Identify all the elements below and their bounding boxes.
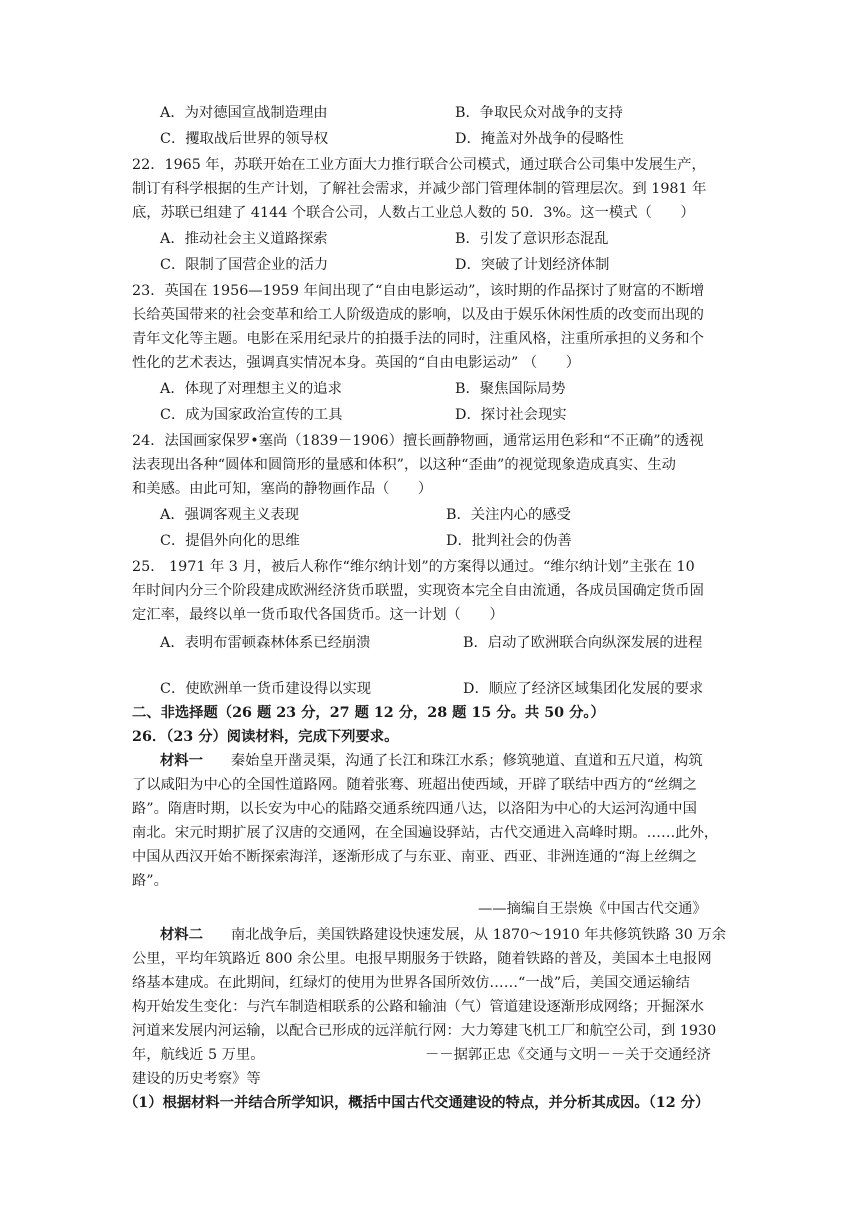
material1-line: 中国从西汉开始不断探索海洋，逐渐形成了与东亚、南亚、西亚、非洲连通的“海上丝绸之 [132,849,697,865]
q21-option-b: B．争取民众对战争的支持 [455,105,623,121]
material2-label: 材料二 [160,927,203,943]
q24-option-d: D．批判社会的伪善 [446,533,572,549]
material1-line: 南北。宋元时期扩展了汉唐的交通网，在全国遍设驿站，古代交通进入高峰时期。……此外， [132,825,719,841]
material1-line: 了以咸阳为中心的全国性道路网。随着张骞、班超出使西域，开辟了联结中西方的“丝绸之 [132,777,697,793]
q23-option-b: B．聚焦国际局势 [455,381,566,397]
q25-stem-line: 年时间内分三个阶段建成欧洲经济货币联盟，实现资本完全自由流通，各成员国确定货币固 [132,583,704,599]
q23-option-a: A．体现了对理想主义的追求 [160,381,342,397]
q23-option-c: C．成为国家政治宣传的工具 [160,407,343,423]
material2-line: 公里，平均年筑路近 800 余公里。电报早期服务于铁路，随着铁路的普及，美国本土电报网 [132,951,712,967]
q23-stem-line: 23．英国在 1956—1959 年间出现了“自由电影运动”，该时期的作品探讨了财富的不断增 [132,283,705,299]
q22-stem-line: 底，苏联已组建了 4144 个联合公司，人数占工业总人数的 50．3%。这一模式（ ） [132,205,695,221]
q26-heading: 26．（23 分）阅读材料，完成下列要求。 [132,729,399,745]
q24-option-a: A．强调客观主义表现 [160,507,299,523]
q23-option-d: D．探讨社会现实 [455,407,567,423]
q25-option-b: B．启动了欧洲联合向纵深发展的进程 [463,635,703,651]
material2-line: 河道来发展内河运输，以配合已形成的远洋航行网：大力筹建飞机工厂和航空公司，到 1930 [132,1023,717,1039]
q25-option-c: C．使欧洲单一货币建设得以实现 [160,681,372,697]
q25-option-a: A．表明布雷顿森林体系已经崩溃 [160,635,371,651]
material2-first-line [160,924,726,946]
material2-text: 南北战争后，美国铁路建设快速发展，从 1870～1910 年共修筑铁路 30 万余 [230,927,727,943]
q23-stem-line: 长给英国带来的社会变革和给工人阶级造成的影响，以及由于娱乐休闲性质的改变而出现的 [132,307,704,323]
q21-option-c: C．攫取战后世界的领导权 [160,131,329,147]
material2-source: －－据郭正忠《交通与文明－－关于交通经济 [425,1047,711,1063]
q24-stem-line: 和美感。由此可知，塞尚的静物画作品（ ） [132,481,433,497]
material2-line: 构开始发生变化：与汽车制造相联系的公路和输油（气）管道建设逐渐形成网络；开掘深水 [132,999,704,1015]
q24-option-c: C．提倡外向化的思维 [160,533,300,549]
q22-option-d: D．突破了计划经济体制 [455,257,610,273]
q22-option-b: B．引发了意识形态混乱 [455,231,609,247]
material1-source: ——摘编自王崇焕《中国古代交通》 [478,901,707,917]
q25-option-d: D．顺应了经济区域集团化发展的要求 [463,681,704,697]
material1-text: 秦始皇开凿灵渠，沟通了长江和珠江水系；修筑驰道、直道和五尺道，构筑 [230,753,703,769]
material1-line: 路”。隋唐时期，以长安为中心的陆路交通系统四通八达，以洛阳为中心的大运河沟通中国 [132,801,697,817]
q23-stem-line: 青年文化等主题。电影在采用纪录片的拍摄手法的同时，注重风格，注重所承担的义务和个 [132,331,704,347]
section-title: 二、非选择题（26 题 23 分，27 题 12 分，28 题 15 分。共 50 分。） [132,705,605,721]
q24-stem-line: 法表现出各种“圆体和圆筒形的量感和体积”，以这种“歪曲”的视觉现象造成真实、生动 [132,457,676,473]
material1-label: 材料一 [160,753,203,769]
q22-option-a: A．推动社会主义道路探索 [160,231,328,247]
q23-stem-line: 性化的艺术表达，强调真实情况本身。英国的“自由电影运动” （ ） [132,355,581,371]
q22-option-c: C．限制了国营企业的活力 [160,257,329,273]
q25-stem-line: 25． 1971 年 3 月，被后人称作“维尔纳计划”的方案得以通过。“维尔纳计划”主张在 10 [132,559,695,575]
q24-stem-line: 24．法国画家保罗•塞尚（1839－1906）擅长画静物画，通常运用色彩和“不正确”的透视 [132,433,704,449]
q22-stem-line: 制订有科学根据的生产计划，了解社会需求，并减少部门管理体制的管理层次。到 1981 年 [132,181,707,197]
q21-option-d: D．掩盖对外战争的侵略性 [455,131,624,147]
q25-stem-line: 定汇率，最终以单一货币取代各国货币。这一计划（ ） [132,607,504,623]
q21-option-a: A．为对德国宣战制造理由 [160,105,328,121]
material2-line: 年，航线近 5 万里。 [132,1047,265,1063]
material1-first-line [160,750,703,772]
material1-line: 路”。 [132,873,168,889]
sub-question-1: （1）根据材料一并结合所学知识，概括中国古代交通建设的特点，并分析其成因。（12 分） [124,1095,710,1111]
material2-source-tail: 建设的历史考察》等 [132,1071,261,1087]
q24-option-b: B．关注内心的感受 [446,507,571,523]
material2-line: 络基本建成。在此期间，红绿灯的使用为世界各国所效仿……“一战”后，美国交通运输结 [132,975,690,991]
q22-stem-line: 22．1965 年，苏联开始在工业方面大力推行联合公司模式，通过联合公司集中发展生产， [132,157,706,173]
